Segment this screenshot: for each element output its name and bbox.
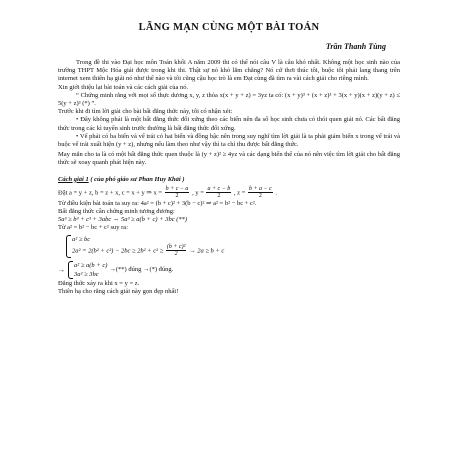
fraction-z-denominator: 2 [258,193,262,200]
remark-3: May mắn cho ta là có một bất đẳng thức quen thuộc là (y + z)² ≥ 4yz và các dạng biến thể của nó nên việc tìm lời giải cho bất đẳng thức sẽ xoay quanh phát hiện này. [58,151,400,167]
system-1-line-2 [72,244,400,258]
remark-intro: Trước khi đi tìm lời giải cho bài bất đẳng thức này, tôi có nhận xét: [58,108,233,116]
left-brace-2 [68,261,73,279]
fraction-y-denominator: 2 [217,193,221,200]
system-of-inequalities-1 [66,235,400,258]
fraction-x [165,186,190,200]
document-title: LÃNG MẠN CÙNG MỘT BÀI TOÁN [138,22,320,33]
substitution-mid-2: , z = [233,189,246,197]
fraction-y-numerator: a + c − b [207,185,231,192]
from-line: Từ a² = b² − bc + c² suy ra: [58,224,129,232]
substitution-mid-1: , y = [192,189,204,197]
implies-arrow-icon: → [58,265,65,274]
fraction-z-numerator: b + a − c [248,185,272,192]
solution-heading-line [58,176,400,184]
fraction-z [248,186,273,200]
fraction-bc-numerator: (b + c)² [166,243,186,250]
system-1-line-2-end: → 2a ≥ b + c [189,247,225,255]
substitution-line [58,186,400,200]
fraction-x-denominator: 2 [175,193,179,200]
system-of-inequalities-2 [68,261,107,279]
equivalence-line: Bất đẳng thức cần chứng minh tương đương: [58,208,175,216]
remark-2: • Vế phải có ba biến và vế trái có hai biến và đồng bậc nên trong suy nghĩ tìm lời giải là ta phải giảm biến x trong vế trái và buộc vế trái xuất hiện (y + z), nhưng nếu làm theo như vậy thì ta chỉ thu được bất đẳng thức. [58,132,400,149]
fraction-x-numerator: b + c − a [165,185,189,192]
intro-paragraph: Trong đề thi vào Đại học môn Toán khối A năm 2009 thi có thể nói câu V là câu khó nhất. Không một học sinh nào của trường THPT Mộc Hóa giải được trong khi thi. Thật sự nó khó lắm chăng? Nó cứ thơi thúc tôi, buộc tôi phải lang thang trên internet xem thiên hạ giải nó như thế nào và tôi cũng cậu học trò là em Đạt cùng đã tìm ra vài cách giải cho riêng mình. [58,59,400,83]
equality-line: Đẳng thức xảy ra khi x = y = z. [58,279,140,287]
solution-credit: ( của phó giáo sư Phan Huy Khải ) [90,175,185,183]
substitution-intro: Đặt a = y + z, b = z + x, c = x + y ⇒ x = [58,189,163,197]
derivation-line: Từ điều kiện bài toán ta suy ra: 4a² = (b + c)² + 3(b − c)² ⇒ a² = b² − bc + c². [58,199,257,207]
solution-heading: Cách giải 1 [58,175,89,183]
system-result: →(**) đúng →(*) đúng. [109,265,174,273]
system-1-line-1: a² ≥ bc [72,235,91,243]
system-1-line-2-start: 2a² = 2(b² + c²) − 2bc ≥ 2b² + c² ≥ [72,247,164,255]
system-2-line-2: 3a² ≥ 3bc [74,270,99,278]
fraction-bc-squared [166,244,187,258]
closing-line: Thiên hạ cho rằng cách giải này gọn đẹp nhất! [58,287,179,295]
system-2-line [58,260,400,280]
author-name: Trần Thanh Tùng [325,42,386,51]
system-2-line-1: a² ≥ a(b + c) [74,261,108,269]
equivalence-math: 5a³ ≥ b³ + c³ + 3abc ⇔ 5a³ ≥ a(b + c) + 3bc (**) [58,216,188,224]
problem-statement: “ Chứng minh rằng với mọi số thực dương x, y, z thỏa x(x + y + z) = 3yz ta có: (x + y)³ + (x + z)³ + 3(x + y)(x + z)(y + z) ≤ 5(y + z)³ (*) ”. [58,91,400,108]
intro-paragraph-2: Xin giới thiệu lại bài toán và các cách giải của nó. [58,83,189,91]
substitution-end: . [275,189,277,197]
left-brace [66,235,71,258]
remark-1: • Đây không phải là một bất đẳng thức đối xứng theo các biến nên đa số học sinh chưa có thói quen giải nó. Các bất đẳng thức trong các kì tuyển sinh trước thường là bất đẳng thức đối xứng. [58,116,400,132]
fraction-bc-denominator: 2 [174,251,178,258]
fraction-y [206,186,231,200]
